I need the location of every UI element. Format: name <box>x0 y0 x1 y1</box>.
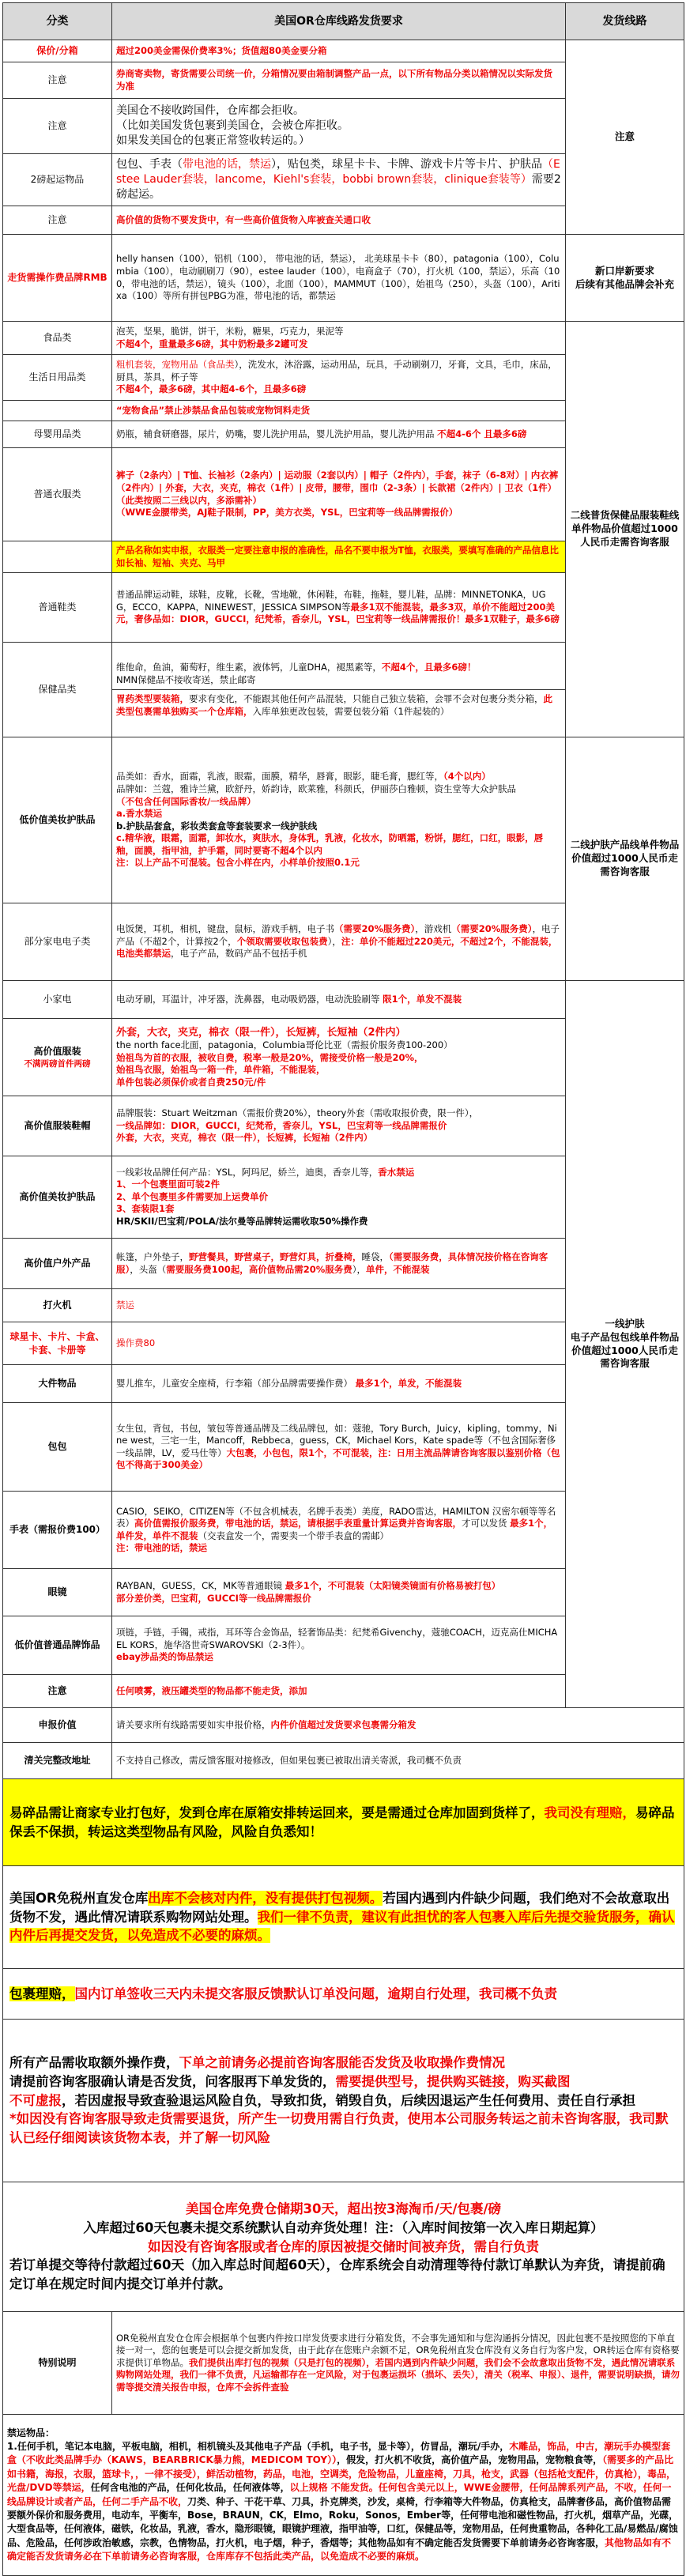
warning-text: 部分差价类，巴宝莉，GUCCI等一线品牌需报价 <box>116 1592 311 1604</box>
operation-fee-notice <box>3 2020 684 2182</box>
fragile-notice <box>3 1779 684 1866</box>
warning-text: 胃药类型要装箱， <box>116 693 189 705</box>
table-header <box>3 3 684 40</box>
category-cell: 低价值美妆护肤品 <box>3 737 112 903</box>
warning-text: 内件价值超过发货要求包裹需分箱发 <box>270 1718 416 1730</box>
notice-row <box>3 2415 684 2576</box>
text: ，游戏机 <box>415 923 452 935</box>
prohibited-title: 禁运物品： <box>7 2427 55 2438</box>
requirement-cell: 券商寄卖物，寄货需要公司统一价，分箱情况要由箱制调整产品一点，以下所有物品分类以箱情况以实际发货为准 <box>112 62 566 99</box>
notice-row <box>3 1779 684 1866</box>
shipping-line-cell: 新口岸新要求 后续有其他品牌会补充 <box>566 235 684 322</box>
claims-notice <box>3 1969 684 2020</box>
warning-text: 如因没有咨询客服或者仓库的原因被提交储时间被弃货，需自行负责 <box>148 2238 539 2254</box>
text: 泡芙，坚果，脆饼，饼干，米粉，糖果，巧克力，果泥等 <box>116 325 344 337</box>
category-cell: 注意 <box>3 206 112 235</box>
text: 一线彩妆品牌任何产品：YSL，阿玛尼，娇兰，迪奥，香奈儿等， <box>116 1166 379 1178</box>
category-cell: 高价值服装鞋帽 <box>3 1096 112 1156</box>
fee-text: 个领取需要收取包装费 <box>236 935 328 947</box>
special-note-cell <box>112 2312 684 2415</box>
warning-text: 高价值需报价服务费，带电池的话，禁运，请根据手表重量计算运费并咨询客服， <box>134 1518 462 1529</box>
text: 易碎品需让商家专业打包好，发到仓库在原箱安排转运回来，要是需通过仓库加固到货样了， <box>9 1805 545 1820</box>
text: HR/SKII/巴宝莉/POLA/法尔曼等品牌转运需收取50%操作费 <box>116 1215 368 1227</box>
text: a.香水禁运 <box>116 808 163 820</box>
limit-text: 最多1个，不可混装 <box>285 1580 364 1592</box>
text: 需要2磅起运。 <box>116 173 561 201</box>
text: 入库超过60天包裹未提交系统默认自动弃货处理！注：（入库时间按第一次入库日期起算） <box>83 2220 604 2235</box>
text: 若订单提交等待付款超过60天（加入库总时间超60天），仓库系统会自动清理等待付款订单默认为弃货，请提前确定订单在规定时间内提交订单并付款。 <box>9 2257 665 2292</box>
text: c.精华液，眼霜，面霜，卸妆水，爽肤水，身体乳，乳液，化妆水，防晒霜，粉饼，腮红，口红，眼影，唇釉，面膜，指甲油，护手霜， <box>116 832 544 856</box>
category-note: 不满两磅首件两磅 <box>24 1058 91 1069</box>
warning-text: 始祖鸟衣服，始祖鸟一箱一件，单件箱，不能混装， <box>116 1064 326 1076</box>
warning-text: （需要多的产品比如书籍，海报，衣服，篮球卡，，一律不接受），鲜活动植物，药品，电池，空调类，危险物品，儿童座椅，刀具，枪支，武器（包括枪支配件，仿真枪），毒品，光盘/DVD等禁运， <box>7 2454 677 2494</box>
requirement-cell <box>112 154 566 206</box>
rule-text: 3、套装限1套 <box>116 1203 175 1215</box>
category-cell: 食品类 <box>3 322 112 355</box>
requirement-cell <box>112 355 566 401</box>
limit-text: 限1个，单发不混装 <box>383 993 462 1005</box>
limit-text: 单价不能超过200美元， <box>116 601 556 625</box>
warning-text: 奢侈品如：DIOR，GUCCI，纪梵希，香奈儿，YSL，巴宝莉等一线品牌需报价！ <box>134 613 466 625</box>
text: NMN保健品不接收寄送，禁止邮寄 <box>116 673 256 685</box>
text: 所有产品需收取额外操作费， <box>9 2054 179 2070</box>
warning-text: 需要提供型号，提供购买链接，购买截图 <box>335 2073 571 2089</box>
category-cell: 注意 <box>3 1675 112 1708</box>
warning-text: ebay涉品类的饰品禁运 <box>116 1651 213 1663</box>
category-cell: 高价值美妆护肤品 <box>3 1156 112 1239</box>
limit-text: （4个以内） <box>443 771 491 783</box>
requirement-cell <box>112 1616 566 1675</box>
category-cell: 低价值普通品牌饰品 <box>3 1616 112 1675</box>
text: （WWE金腰带类，AJ鞋子限制，PP，美方衣类，YSL，巴宝莉等一线品牌需报价） <box>116 507 458 519</box>
category-cell: 保价/分箱 <box>3 40 112 62</box>
fee-text: 高价值物品需20%服务费 <box>248 1263 352 1275</box>
table-row <box>3 1708 684 1743</box>
text: ），洗发水，沐浴露，运动用品，玩具，手动刷剃刀，牙膏，文具，毛巾，床品，厨具，茶具，杯子等 <box>116 359 557 383</box>
text: 品名不要申报为T恤，衣服类，要填写准确的产品信息比如长袖、短袖、夹克、马甲 <box>116 545 559 568</box>
text: ）， <box>352 1263 367 1275</box>
fee-text: （需要20%服务费） <box>451 923 533 935</box>
requirement-cell: 超过200美金需保价费率3%；货值超80美金要分箱 <box>112 40 566 62</box>
text: ，电子产品（不超2个，计算按2个， <box>116 923 560 947</box>
note-text: （太阳镜类镜面有价格易被打包） <box>364 1580 501 1592</box>
category-cell <box>3 401 112 421</box>
warning-text: 美国仓库免费仓储期30天，超出按3海淘币/天/包裹/磅 <box>185 2201 502 2216</box>
category-cell <box>3 1019 112 1096</box>
warning-text: 带电池的话，禁运 <box>183 158 271 172</box>
text: 刀类、种子、干花干草、刀具，扑克牌类，沙发，桌椅，行李箱等大件物品，仿真枪支，品牌奢侈品，高价值物品需要额外保价和服务费用，电动车，平衡车，Bose，BRAUN，CK，Elmo，Roku，Sonos，Ember等，任何带电池和磁性物品，打火机，烟草产品，光碟， <box>7 2495 679 2521</box>
requirement-cell <box>112 1239 566 1289</box>
sub-requirement <box>112 689 565 718</box>
text: 品牌服装：Stuart Weitzman（需报价费20%），theory外套（需收取报价费，限一件）， <box>116 1107 479 1119</box>
text: 同时要寄不超4个以内 <box>234 844 323 856</box>
text: 普通品牌运动鞋，球鞋，皮靴，长靴，雪地靴，休闲鞋，布鞋，拖鞋，婴儿鞋，品牌：MINNETONKA，UGG，ECCO，KAPPA，NINEWEST，JESSICA SIMPSON等 <box>116 589 546 613</box>
limit-text: 最多1双鞋子，最多6磅 <box>465 613 560 625</box>
warning-text: 香水禁运 <box>378 1166 415 1178</box>
requirement-cell <box>112 903 566 981</box>
category-cell: 部分家电电子类 <box>3 903 112 981</box>
text: the north face北面，patagonia，Columbia哥伦比亚（需报价服务费100-200） <box>116 1039 453 1051</box>
requirement-cell <box>112 1096 566 1156</box>
storage-notice <box>3 2182 684 2312</box>
text: 各种化工品/易燃品/腐蚀品、危险品，任何涉政治敏感，宗教，色情物品，打火机，电子烟，种子，香烟等； <box>7 2523 678 2548</box>
header-category: 分类 <box>3 3 112 40</box>
warning-text: 食品类 <box>207 359 235 371</box>
text: 品牌如：兰蔻，雅诗兰黛，欧舒丹，娇韵诗，欧莱雅，科颜氏，伊丽莎白雅顿，资生堂等大众护肤品 <box>116 783 516 794</box>
category-cell: 眼镜 <box>3 1569 112 1616</box>
rule-text: 2、单个包裹里多件需要加上运费单价 <box>116 1190 268 1202</box>
warning-text: 不超过2个，不能混装，电池类都禁运 <box>116 935 558 960</box>
warning-text: *如因没有咨询客服导致走货需要退货，所产生一切费用需自行负责，使用本公司服务转运之前未咨询客服，我司默认已经仔细阅读该货物本表，并了解一切风险 <box>9 2111 669 2146</box>
text: 电饭煲，耳机，相机，键盘，鼠标，游戏手柄，电子书 <box>116 923 334 935</box>
fee-text: （需要服务费，具体情况按价格在咨询客服） <box>116 1251 548 1275</box>
category-cell: 保健品类 <box>3 643 112 737</box>
text: CASIO，SEIKO，CITIZEN等（不包含机械表，名牌手表类）美度，RADO雷达，HAMILTON 汉密尔顿等等名 <box>116 1505 556 1517</box>
requirement-cell <box>112 1365 566 1403</box>
warning-text: 注：带电池的话，禁运 <box>116 1542 207 1554</box>
text: 睡袋， <box>361 1251 389 1263</box>
category-cell: 走货需操作费品牌RMB <box>3 235 112 322</box>
limit-text: 外套，大衣，夹克，棉衣（限一件），长短裤，长短袖（2件内） <box>116 1132 373 1144</box>
text: 1.任何手机，笔记本电脑，平板电脑，相机，相机镜头及其他电子产品（手机，电子书，显卡等），仿冒品，潮玩/手办， <box>7 2440 510 2452</box>
category-cell: 手表（需报价费100） <box>3 1492 112 1569</box>
text: b.护肤品套盒，彩妆类套盒等套装要求一线护肤线 <box>116 820 318 832</box>
requirement-cell: 禁运 <box>112 1289 566 1322</box>
warning-text: 我们一律不负责，建议有此担忧的客人包裹入库后先提交验货服务，确认内件后再提交发货，以免造成不必要的麻烦。 <box>9 1909 675 1944</box>
warning-text: 单件包装必须保价或者自费250元/件 <box>116 1076 266 1088</box>
table-row <box>3 40 684 62</box>
category-cell: 清关完整改地址 <box>3 1743 112 1779</box>
category-label: 高价值服装 <box>33 1046 81 1058</box>
text: 女生包，背包，书包，皱包等普通品牌及二线品牌包，如：蔻驰，Tory Burch，Juicy，kipling，tommy，Nine west，三宅一生，Mancoff，Rebbeca，guess，CK，Michael Kors，Kate spade等（不包含国际奢侈一线品牌，LV，爱马仕等） <box>116 1422 557 1458</box>
requirement-cell <box>112 541 566 573</box>
requirement-cell: 操作费80 <box>112 1322 566 1365</box>
limit-text: 最多1个，单件发，单件不混装 <box>116 1518 553 1541</box>
brand-examples: （Estee Lauder套装，lancome，Kiehl's套装，bobbi brown套装，clinique套装等） <box>116 158 560 187</box>
missing-items-notice <box>3 1866 684 1969</box>
category-cell: 包包 <box>3 1403 112 1492</box>
text: ，若因虚报导致查验退运风险自负，导致扣货，销毁自负，后续因退运产生任何费用、责任自行承担 <box>62 2092 635 2108</box>
warning-text: 以上规格 不能发货。 <box>289 2482 379 2494</box>
text: 入库单独更改包装，需要包装分箱（1件起装的） <box>252 705 450 717</box>
requirement-cell <box>112 737 566 903</box>
note-text: 注：单价不能超过220美元， <box>341 935 461 947</box>
text: 粗机套装，宠物用品（ <box>116 359 207 371</box>
category-cell: 球星卡、卡片、卡盒、卡套、卡册等 <box>3 1322 112 1365</box>
category-cell: 生活日用品类 <box>3 355 112 401</box>
table-row <box>3 322 684 355</box>
warning-text: 木雕品，饰品，中古，潮玩手办模型套盒（不收此类品牌手办（KAWS，BEARBRICK暴力熊，MEDICOM TOY）） <box>7 2440 671 2466</box>
warning-text: 始祖鸟为首的衣服，被收自费，税率一般是20%，需接受价格一般是20%， <box>116 1051 424 1063</box>
text: （交表盒发一个，需要卖一个带手表盒的需邮） <box>198 1529 389 1541</box>
table-row <box>3 1743 684 1779</box>
page <box>2 2 684 2576</box>
text: ，假发，打火机不收货，高价值产品，宠物用品，宠物粮食等， <box>337 2454 603 2466</box>
rule-text: 1、一个包裹里面可装2件 <box>116 1179 220 1190</box>
shipping-line-cell: 注意 <box>566 40 684 235</box>
warning-text: 我司没有理赔， <box>544 1805 635 1820</box>
text: ）， <box>327 935 341 947</box>
warning-text: 不可虚报 <box>9 2092 62 2108</box>
text: 请关要求所有线路需要如实申报价格， <box>116 1718 271 1730</box>
text: 项链，手链，手镯，戒指，耳环等合金饰品，轻奢饰品类：纪梵希Givenchy，蔻驰COACH，迈克高仕MICHAEL KORS，施华洛世奇SWAROVSKI（2-3件）。 <box>116 1627 558 1650</box>
category-cell: 高价值户外产品 <box>3 1239 112 1289</box>
requirement-cell: 不支持自己修改，需反馈客服对接修改，但如果包裹已被取出清关寄派，我司概不负责 <box>112 1743 684 1779</box>
shipping-line-cell: 二线普货保健品服装鞋线单件物品价值超过1000人民币走需咨询客服 <box>566 322 684 737</box>
text: 要求有变化，不能跟其他任何产品混装，只能自己独立装箱，会罪不会对包裹分类分箱， <box>189 693 544 705</box>
requirement-cell <box>112 1019 566 1096</box>
header-shipping-line: 发货线路 <box>566 3 684 40</box>
requirement-cell <box>112 1492 566 1569</box>
fee-text: 需要服务费100起， <box>166 1263 249 1275</box>
warning-text: 野营餐具，野营桌子，野营灯具，折叠椅， <box>189 1251 362 1263</box>
requirement-cell <box>112 1708 684 1743</box>
warning-text: 此类型包裹需单独购买一个仓库箱， <box>116 693 552 717</box>
requirement-cell <box>112 1403 566 1492</box>
limit-text: 最多1个，单发，不能混装 <box>355 1377 462 1389</box>
text: 若国内遇到内件缺少问题，我们绝对不会故意取出货物不发，遇此情况请联系购物网站处理。 <box>9 1890 670 1925</box>
requirement-cell <box>112 421 566 448</box>
requirement-cell: 美国仓不接收跨国件，仓库都会拒收。 （比如美国发货包裹到美国仓，会被仓库拒收。 如果发美国仓的包裹正常签收转运的。） <box>112 99 566 154</box>
text: ），贴包类，球星卡卡、卡牌、游戏卡片等卡片、护肤品 <box>271 158 542 172</box>
limit-text: 不超4个，最多6磅，其中超4-6个，且最多6磅 <box>116 383 307 395</box>
shipping-line-cell: 一线护肤 电子产品包包线单件物品价值超过1000人民币走需咨询客服 <box>566 981 684 1708</box>
requirement-cell <box>112 981 566 1019</box>
text: 裤子（2条内）| T恤、长袖衫（2条内）| 运动服（2套以内）| 帽子（2件内），手套，袜子（6-8对）| 内衣裤（2件内）| 外套，大衣，夹克，棉衣（1件）| 皮带，腰带，围巾（2-3条）| 长款裙（2件内）| 卫衣（1件） <box>116 470 559 493</box>
notice-row <box>3 1866 684 1969</box>
text: 维他命，鱼油，葡萄籽，维生素，液体钙，儿童DHA，褪黑素等， <box>116 662 382 673</box>
text: 包裹理赔， <box>9 1986 75 2001</box>
text: 表） <box>116 1518 134 1529</box>
warning-text: 产品名称如实申报，衣服类一定要注意申报的准确性， <box>116 545 334 556</box>
text: 奶瓶，辅食研磨器，尿片，奶嘴，婴儿洗护用品，婴儿洗护用品，婴儿洗护用品 <box>116 428 435 439</box>
warning-text: 任何包含美元以上，WWE金腰带，任何品牌系列产品，不收，任何一线品牌设计或者产品，任何二手产品不收， <box>7 2482 672 2507</box>
requirement-cell <box>112 573 566 643</box>
requirement-cell <box>112 643 566 737</box>
limit-text: 不超4-6个 且最多6磅 <box>437 428 527 439</box>
text: 品类如：香水，面霜，乳液，眼霜，面膜，精华，唇膏，眼影，睫毛膏，腮红等， <box>116 771 443 783</box>
category-cell: 母婴用品类 <box>3 421 112 448</box>
text: （此类按照二三线以内，多添需补） <box>116 494 262 506</box>
requirement-cell <box>112 1569 566 1616</box>
text: ，电子产品，数码产品不包括手机 <box>171 948 307 960</box>
requirement-cell: helly hansen（100），铝机（100）， 带电池的话，禁运）， 北美球星卡卡（80），patagonia（100），Columbia（100），电动刷刷刀（90），estee lauder（100），电商盒子（70），打火机（100，禁运），乐高（100，带电池的话，禁运），镜头（100），北面（100），MAMMUT（100），始祖鸟（250），头盔（100），Aritixa（100）等所有拼包PBG为准，带电池的话，都禁运 <box>112 235 566 322</box>
text: 美国OR免税州直发仓库 <box>9 1890 149 1906</box>
table-row <box>3 1675 684 1708</box>
shipping-line-cell: 二线护肤产品线单件物品价值超过1000人民币走需咨询客服 <box>566 737 684 981</box>
requirement-cell: 高价值的货物不要发货中，有一些高价值货物入库被查关通口收 <box>112 206 566 235</box>
warning-text: 出库不会核对内件，没有提供打包视频。 <box>148 1890 383 1906</box>
table-row <box>3 737 684 903</box>
fee-text: （需要20%服务费） <box>334 923 416 935</box>
text: 电动牙刷，耳温计，冲牙器，洗鼻器，电动吸奶器，电动洗脸刷等 <box>116 993 380 1005</box>
notice-row <box>3 2020 684 2182</box>
warning-text: 下单之前请务必提前咨询客服能否发货及收取操作费情况 <box>179 2054 505 2070</box>
category-cell: 打火机 <box>3 1289 112 1322</box>
note-text: ，注：日用主流品牌请咨询客服以鉴别价格（包包不得高于300美金） <box>116 1446 560 1471</box>
text: 外套，大衣，夹克，棉衣（限一件），长短裤，长短袖（2件内） <box>116 1026 406 1039</box>
table-row <box>3 235 684 322</box>
requirement-cell <box>112 1156 566 1239</box>
shipping-requirements-table <box>2 2 684 2576</box>
limit-text: 单件，不能混装 <box>366 1263 430 1275</box>
requirement-cell <box>112 322 566 355</box>
requirement-cell: 任何喷雾，液压罐类型的物品都不能走货，添加 <box>112 1675 684 1708</box>
limit-text: 最多1双不能混装，最多3双， <box>350 601 473 613</box>
category-cell: 普通鞋类 <box>3 573 112 643</box>
category-cell: 普通衣服类 <box>3 448 112 541</box>
text: 婴儿推车，儿童安全座椅，行李箱（部分品牌需要操作费） <box>116 1377 352 1389</box>
category-cell: 申报价值 <box>3 1708 112 1743</box>
text: 才可以发货 <box>462 1518 507 1529</box>
limit-text: 不超4个，重量最多6磅，其中奶粉最多2罐可发 <box>116 338 308 349</box>
text: 请提前咨询客服确认请是否发货，问客服再下单发货的， <box>9 2073 336 2089</box>
text: 易碎品保丢不保损，转运这类型物品有风险，风险自负悉知！ <box>9 1805 675 1839</box>
limit-text: 不超4个，且最多6磅！ <box>381 662 477 673</box>
requirement-cell <box>112 448 566 541</box>
notice-row <box>3 1969 684 2020</box>
text: 任何含电池的产品，任何化妆品，任何液体等， <box>90 2482 290 2494</box>
warning-text: 我们提供出库打包的视频（只是打包的视频），若国内遇到内件缺少问题，我们会不会故意取出货物不发，遇此情况请联系购物网站处理，我们一律不负责，凡运输都存在一定风险，对于包裹运损坏（损坏、丢失），清关（税率、申报）、退件，需要说明缺损，请勿需等提交清关报告申报，仓库不会拆件查验 <box>116 2356 680 2393</box>
warning-text: 一线品牌如：DIOR，GUCCI，纪梵希，香奈儿，YSL，巴宝莉等一线品牌需报价 <box>116 1119 447 1131</box>
text: 其他物品如有不确定能否发货需要下单前请务必咨询客服， <box>358 2536 605 2548</box>
notice-row <box>3 2312 684 2415</box>
header-requirements: 美国OR仓库线路发货要求 <box>112 3 566 40</box>
category-cell: 特别说明 <box>3 2312 112 2415</box>
table-row <box>3 981 684 1019</box>
category-cell: 大件物品 <box>3 1365 112 1403</box>
requirement-cell: “宠物食品”禁止涉禁品食品包装或宠物饲料走货 <box>112 401 566 421</box>
text <box>116 832 561 857</box>
note-text: 注：以上产品不可混装。包含小样在内，小样单价按照0.1元 <box>116 857 360 869</box>
limit-text: 大包裹，小包包，限1个，不可混装 <box>226 1446 370 1458</box>
category-cell: 注意 <box>3 62 112 99</box>
warning-text: （不包含任何国际香妆/一线品牌） <box>116 795 256 807</box>
category-cell: 小家电 <box>3 981 112 1019</box>
category-cell: 2磅起运物品 <box>3 154 112 206</box>
text: OR免税州直发仓仓库会根据单个包裹内件按口岸发货要求进行分箱发货，不会事先通知和与您沟通拆分情况，因此包裹不是按照您的下单直接一对一，您的包裹是可以会提交新加发货，由于此存在您账户余额不足，OR免税州直发仓库没有义务自行为客户发，OR转运仓库有资格要求提供订单物品。 <box>116 2332 680 2368</box>
prohibited-items-cell <box>3 2415 684 2576</box>
notice-row <box>3 2182 684 2312</box>
warning-text: 其他物品如有不确定能否发货请务必在下单前请务必咨询客服，仓库库存不包括此类产品，以免造成不必要的麻烦。 <box>7 2536 672 2563</box>
category-cell: 注意 <box>3 99 112 154</box>
text: 大型食品等，任何液体，磁铁，化妆品，乳液，香水，隐形眼镜，眼镜护理液，指甲油等，口红，保健品等，宠物用品，任何贵重物品， <box>7 2523 577 2535</box>
warning-text: 国内订单签收三天内未提交客服反馈默认订单没问题，逾期自行处理，我司概不负责 <box>74 1986 557 2001</box>
text: 包包、手表（ <box>116 158 183 172</box>
text: ，头盔（ <box>130 1263 167 1275</box>
text: 帐篷，户外垫子， <box>116 1251 189 1263</box>
text: RAYBAN，GUESS，CK，MK等普通眼镜 <box>116 1580 283 1592</box>
